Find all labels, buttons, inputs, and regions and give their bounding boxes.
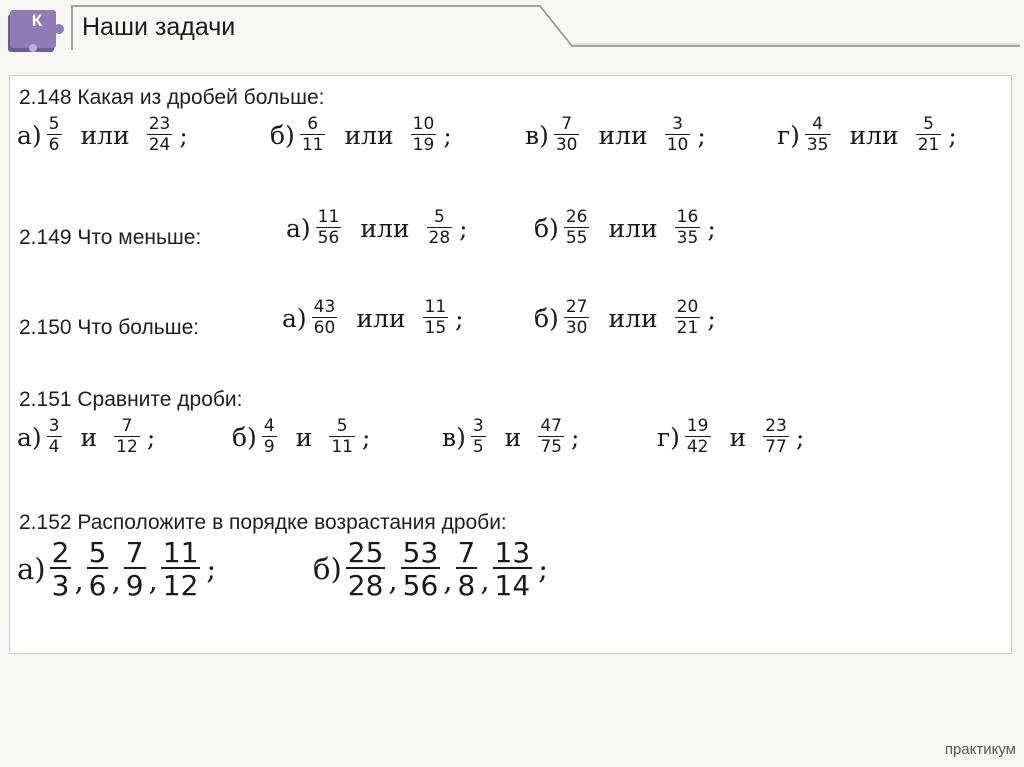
task-heading: 2.151 Сравните дроби: [19, 388, 243, 411]
fraction [147, 116, 173, 155]
semicolon: ; [707, 213, 716, 243]
numerator: 7 [121, 416, 133, 436]
item-label: б) [534, 213, 559, 243]
conjunction: или [344, 120, 394, 150]
semicolon: ; [795, 422, 805, 452]
denominator: 21 [917, 134, 940, 155]
conjunction: или [598, 120, 648, 150]
denominator: 9 [263, 436, 275, 457]
fraction-pair [442, 418, 657, 457]
denominator: 55 [565, 227, 588, 248]
task-2-150-fractions [282, 299, 716, 338]
fraction [538, 418, 564, 457]
fraction [564, 299, 590, 338]
fraction [423, 299, 449, 338]
numerator: 5 [336, 416, 348, 436]
semicolon: ; [206, 552, 217, 587]
task-2-151-fractions [17, 418, 804, 457]
denominator: 30 [555, 134, 578, 155]
denominator: 75 [540, 436, 562, 457]
numerator: 47 [540, 416, 562, 436]
fraction-pair [525, 116, 777, 155]
task-2-148-fractions [17, 116, 957, 155]
item-label: в) [442, 422, 466, 452]
conjunction: или [608, 303, 658, 333]
numerator: 4 [812, 114, 824, 134]
denominator: 42 [686, 436, 709, 457]
fraction [675, 299, 701, 338]
numerator: 23 [148, 114, 171, 134]
conjunction: или [360, 213, 410, 243]
semicolon: ; [459, 213, 468, 243]
comma: , [74, 562, 84, 597]
semicolon: ; [707, 303, 716, 333]
content-panel [9, 75, 1012, 654]
comma: , [388, 562, 398, 597]
numerator: 7 [561, 114, 573, 134]
conjunction: и [504, 422, 522, 452]
numerator: 5 [88, 536, 107, 569]
denominator: 35 [676, 227, 699, 248]
denominator: 5 [472, 436, 484, 457]
numerator: 27 [565, 297, 588, 317]
numerator: 7 [125, 536, 144, 569]
item-label: а) [17, 120, 42, 150]
task-heading: 2.149 Что меньше: [19, 226, 202, 249]
fraction [300, 116, 326, 155]
semicolon: ; [948, 120, 957, 150]
numerator: 3 [48, 416, 60, 436]
numerator: 26 [565, 207, 588, 227]
conjunction: или [608, 213, 658, 243]
fraction [665, 116, 691, 155]
denominator: 3 [51, 569, 70, 603]
conjunction: и [80, 422, 98, 452]
denominator: 30 [565, 317, 588, 338]
fraction [471, 418, 486, 457]
task-2-149-fractions [286, 209, 716, 248]
fraction [554, 116, 580, 155]
fraction-pair [17, 116, 270, 155]
fraction-pair [270, 116, 525, 155]
fraction [411, 116, 437, 155]
denominator: 14 [494, 569, 531, 603]
numerator: 4 [263, 416, 275, 436]
numerator: 53 [402, 536, 439, 569]
denominator: 8 [457, 569, 476, 603]
fraction [675, 209, 701, 248]
comma: , [443, 562, 453, 597]
fraction [87, 538, 109, 601]
item-label: а) [17, 422, 42, 452]
semicolon: ; [697, 120, 706, 150]
denominator: 35 [806, 134, 829, 155]
fraction [427, 209, 453, 248]
item-label: а) [282, 303, 307, 333]
denominator: 24 [148, 134, 171, 155]
fraction-pair [534, 209, 716, 248]
numerator: 11 [317, 207, 340, 227]
numerator: 3 [672, 114, 683, 134]
denominator: 77 [765, 436, 787, 457]
numerator: 5 [433, 207, 445, 227]
comma: , [148, 562, 158, 597]
item-label: г) [657, 422, 680, 452]
fraction [329, 418, 355, 457]
fraction [262, 418, 277, 457]
numerator: 5 [48, 114, 60, 134]
numerator: 10 [412, 114, 435, 134]
denominator: 12 [116, 436, 138, 457]
denominator: 21 [676, 317, 699, 338]
item-label: а) [286, 213, 311, 243]
fraction [312, 299, 338, 338]
numerator: 2 [51, 536, 70, 569]
fraction-pair [657, 418, 804, 457]
semicolon: ; [455, 303, 464, 333]
item-label: г) [777, 120, 800, 150]
conjunction: или [849, 120, 899, 150]
task-2-152-fractions [17, 538, 548, 601]
numerator: 25 [347, 536, 384, 569]
fraction-pair [777, 116, 957, 155]
fraction-sequence [313, 538, 548, 601]
item-label: б) [232, 422, 257, 452]
conjunction: или [80, 120, 130, 150]
numerator: 43 [313, 297, 336, 317]
fraction [114, 418, 140, 457]
numerator: 19 [686, 416, 709, 436]
logo-letter: К [31, 11, 43, 30]
page-title: Наши задачи [82, 13, 236, 41]
fraction [161, 538, 201, 601]
fraction-pair [17, 418, 232, 457]
fraction [564, 209, 590, 248]
semicolon: ; [538, 552, 548, 587]
item-label: в) [525, 120, 549, 150]
numerator: 16 [676, 207, 699, 227]
task-heading: 2.150 Что больше: [19, 316, 200, 339]
semicolon: ; [146, 422, 156, 452]
fraction-pair [534, 299, 716, 338]
denominator: 28 [428, 227, 451, 248]
denominator: 60 [313, 317, 336, 338]
fraction-pair [232, 418, 442, 457]
numerator: 20 [676, 297, 699, 317]
fraction-pair [282, 299, 534, 338]
denominator: 6 [48, 134, 60, 155]
fraction-sequence [17, 538, 313, 601]
fraction [50, 538, 72, 601]
fraction [124, 538, 146, 601]
semicolon: ; [361, 422, 371, 452]
task-heading: 2.148 Какая из дробей больше: [19, 86, 325, 109]
denominator: 12 [162, 569, 199, 603]
fraction [456, 538, 478, 601]
item-label: б) [270, 120, 295, 150]
denominator: 10 [666, 134, 689, 155]
numerator: 3 [472, 416, 484, 436]
denominator: 19 [412, 134, 435, 155]
conjunction: и [729, 422, 747, 452]
numerator: 23 [765, 416, 787, 436]
comma: , [111, 562, 121, 597]
semicolon: ; [443, 120, 452, 150]
fraction [916, 116, 942, 155]
conjunction: или [356, 303, 406, 333]
numerator: 11 [162, 536, 199, 569]
numerator: 5 [923, 114, 934, 134]
fraction [47, 116, 62, 155]
denominator: 6 [88, 569, 107, 603]
denominator: 11 [301, 134, 324, 155]
item-label: б) [534, 303, 559, 333]
conjunction: и [295, 422, 313, 452]
numerator: 11 [424, 297, 447, 317]
footer-label: практикум [944, 741, 1016, 758]
semicolon: ; [179, 120, 188, 150]
denominator: 4 [48, 436, 60, 457]
fraction [805, 116, 831, 155]
denominator: 9 [125, 569, 144, 603]
fraction [685, 418, 711, 457]
semicolon: ; [570, 422, 580, 452]
denominator: 11 [331, 436, 353, 457]
fraction-pair [286, 209, 534, 248]
denominator: 56 [317, 227, 340, 248]
fraction [493, 538, 533, 601]
fraction [346, 538, 386, 601]
denominator: 28 [347, 569, 384, 603]
item-label: б) [313, 552, 342, 587]
fraction [401, 538, 441, 601]
denominator: 15 [424, 317, 447, 338]
task-heading: 2.152 Расположите в порядке возрастания дроби: [19, 511, 507, 534]
numerator: 7 [457, 536, 476, 569]
comma: , [480, 562, 490, 597]
fraction [316, 209, 342, 248]
item-label: а) [17, 552, 46, 587]
fraction [47, 418, 62, 457]
numerator: 6 [307, 114, 319, 134]
fraction [763, 418, 789, 457]
denominator: 56 [402, 569, 439, 603]
numerator: 13 [494, 536, 531, 569]
